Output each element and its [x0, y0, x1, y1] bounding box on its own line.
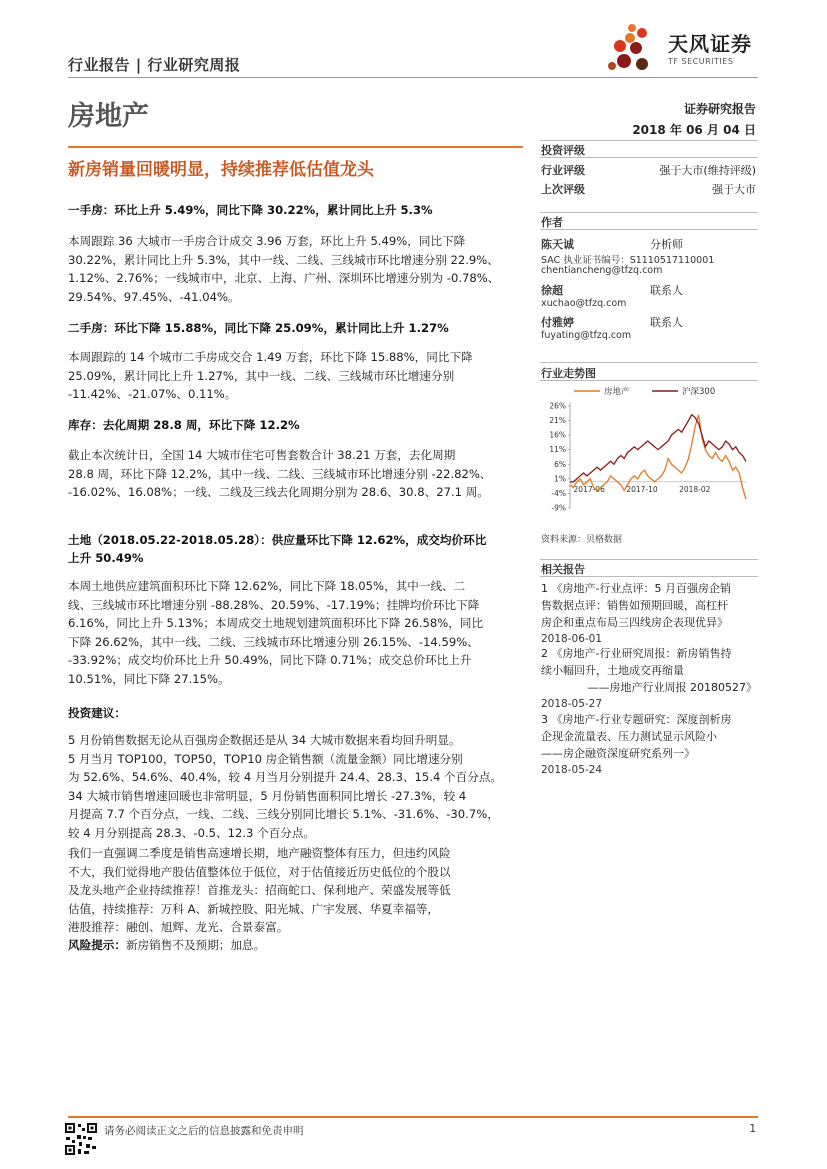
related-report-2[interactable]	[541, 645, 757, 713]
y-tick-label: 21%	[549, 416, 566, 426]
text-line: -16.02%、16.08%；一线、二线及三线去化周期分别为 28.6、30.8、27.1 周。	[68, 485, 489, 499]
sidebar-divider	[540, 362, 758, 363]
related-line: ——房企融资深度研究系列一》	[541, 747, 695, 760]
heading-line: 土地（2018.05.22-2018.05.28）：供应量环比下降 12.62%，成交均价环比	[68, 533, 487, 547]
x-tick-label: 2017-10	[626, 484, 658, 494]
related-date: 2018-06-01	[541, 633, 603, 645]
text-line: 本周土地供应建筑面积环比下降 12.62%，同比下降 18.05%，其中一线、二	[68, 579, 466, 593]
y-tick-label: 11%	[549, 445, 566, 455]
text-line: 及龙头地产企业持续推荐！首推龙头：招商蛇口、保利地产、荣盛发展等低	[68, 883, 451, 897]
text-line: -11.42%、-21.07%、0.11%。	[68, 387, 237, 401]
author-email[interactable]: chentiancheng@tfzq.com	[541, 265, 663, 276]
y-tick-label: 26%	[549, 401, 566, 411]
section-resale-heading: 二手房：环比下降 15.88%，同比下降 25.09%，累计同比上升 1.27%	[68, 321, 449, 335]
footer-disclaimer: 请务必阅读正文之后的信息披露和免责申明	[104, 1125, 304, 1137]
text-line: 10.51%，同比下降 27.15%。	[68, 671, 230, 686]
report-title: 新房销量回暖明显，持续推荐低估值龙头	[68, 160, 374, 180]
section-resale-body	[68, 348, 523, 404]
text-line: 25.09%，累计同比上升 1.27%，其中一线、二线、三线城市环比增速分别	[68, 368, 455, 383]
text-line: 5 月份销售数据无论从百强房企数据还是从 34 大城市数据来看均回升明显。	[68, 733, 461, 747]
related-line: ——房地产行业周报 20180527》	[587, 681, 757, 694]
report-date: 2018 年 06 月 04 日	[632, 123, 756, 137]
text-line: 截止本次统计日，全国 14 大城市住宅可售套数合计 38.21 万套，去化周期	[68, 448, 456, 462]
report-category: 行业报告 | 行业研究周报	[68, 56, 241, 74]
y-tick-label: 16%	[549, 430, 566, 440]
risk-warning	[68, 936, 265, 955]
related-line: 1 《房地产-行业点评：5 月百强房企销	[541, 582, 731, 595]
sidebar-divider	[540, 140, 758, 141]
text-line: 6.16%，同比上升 5.13%；本周成交土地规划建筑面积环比下降 26.58%，同比	[68, 616, 484, 630]
title-divider	[68, 146, 523, 148]
author-role: 联系人	[650, 316, 683, 329]
sector-title: 房地产	[68, 101, 149, 132]
text-line: 为 52.6%、54.6%、40.4%，较 4 月当月分别提升 24.4、28.3、15.4 个百分点。	[68, 770, 503, 784]
brand-name-cn: 天风证券	[668, 32, 752, 56]
section-new-home-body	[68, 232, 523, 306]
section-advice-heading: 投资建议：	[68, 706, 126, 720]
x-tick-label: 2018-02	[679, 484, 711, 494]
brand-name-en: TF SECURITIES	[668, 57, 734, 66]
author-role: 联系人	[650, 284, 683, 297]
trend-heading: 行业走势图	[541, 367, 596, 380]
prev-rating-label: 上次评级	[541, 183, 585, 196]
legend-label: 房地产	[604, 387, 630, 397]
y-tick-label: -4%	[551, 488, 566, 498]
heading-line: 上升 50.49%	[68, 551, 144, 565]
y-tick-label: 6%	[554, 459, 566, 469]
trend-chart	[540, 384, 758, 514]
related-heading: 相关报告	[541, 563, 585, 576]
header-divider	[68, 77, 758, 78]
related-date: 2018-05-24	[541, 764, 603, 776]
author-name: 付雅婷	[541, 316, 574, 329]
related-line: 售数据点评：销售如预期回暖，高杠杆	[541, 599, 728, 612]
text-line: 28.8 周，环比下降 12.2%，其中一线、二线、三线城市环比增速分别 -22.82%、	[68, 466, 492, 481]
text-line: 较 4 月分别提高 28.3、-0.5、12.3 个百分点。	[68, 825, 316, 840]
author-role: 分析师	[650, 238, 683, 251]
text-line: 29.54%、97.45%、-41.04%。	[68, 289, 240, 304]
text-line: 港股推荐：融创、旭辉、龙光、合景泰富。	[68, 920, 289, 934]
sidebar-divider	[540, 157, 758, 158]
sidebar-divider	[540, 559, 758, 560]
section-new-home-heading: 一手房：环比上升 5.49%，同比下降 30.22%，累计同比上升 5.3%	[68, 203, 433, 217]
text-line: 我们一直强调二季度是销售高速增长期，地产融资整体有压力，但违约风险	[68, 846, 451, 860]
text-line: 月提高 7.7 个百分点，一线、二线、三线分别同比增长 5.1%、-31.6%、-30.7%，	[68, 807, 499, 821]
author-name: 徐超	[541, 284, 563, 297]
sidebar-divider	[540, 380, 758, 381]
author-email[interactable]: fuyating@tfzq.com	[541, 330, 632, 341]
section-inventory-body	[68, 446, 523, 502]
section-advice-body	[68, 731, 523, 842]
related-report-3[interactable]	[541, 711, 757, 779]
text-line: 本周跟踪的 14 个城市二手房成交合 1.49 万套，环比下降 15.88%，同比下降	[68, 350, 473, 364]
related-line: 企现金流量表、压力测试显示风险小	[541, 730, 717, 743]
sidebar-divider	[540, 212, 758, 213]
x-tick-label: 2017-06	[573, 484, 605, 494]
footer-divider	[68, 1116, 758, 1118]
qr-code-icon[interactable]	[64, 1122, 98, 1156]
page-number: 1	[749, 1123, 756, 1135]
authors-heading: 作者	[541, 216, 563, 229]
related-line: 2 《房地产-行业研究周报：新房销售持	[541, 647, 732, 660]
text-line: 下降 26.62%，其中一线、二线、三线城市环比增速分别 26.15%、-14.59%、	[68, 634, 479, 649]
related-line: 房企和重点布局三四线房企表现优异》	[541, 616, 728, 629]
section-land-heading	[68, 531, 486, 567]
section-land-body	[68, 577, 523, 688]
related-date: 2018-05-27	[541, 698, 603, 710]
related-report-1[interactable]	[541, 580, 757, 648]
text-line: 1.12%、2.76%；一线城市中，北京、上海、广州、深圳环比增速分别为 -0.78%、	[68, 271, 500, 285]
author-email[interactable]: xuchao@tfzq.com	[541, 298, 627, 309]
legend-label: 沪深300	[682, 387, 716, 397]
rating-heading: 投资评级	[541, 144, 585, 157]
industry-rating-label: 行业评级	[541, 164, 585, 177]
report-type: 证券研究报告	[683, 102, 756, 116]
risk-text: 新房销售不及预期；加息。	[125, 938, 266, 952]
text-line: -33.92%；成交均价环比上升 50.49%，同比下降 0.71%；成交总价环比上升	[68, 653, 472, 667]
related-line: 续小幅回升，土地成交再缩量	[541, 664, 684, 677]
risk-label: 风险提示：	[68, 938, 126, 952]
series-line	[570, 415, 746, 482]
section-inventory-heading: 库存：去化周期 28.8 周，环比下降 12.2%	[68, 418, 300, 432]
chart-source: 资料来源：贝格数据	[541, 535, 623, 545]
text-line: 线、三线城市环比增速分别 -88.28%、20.59%、-17.19%；挂牌均价环比下降	[68, 597, 480, 612]
section-outlook-body	[68, 844, 523, 937]
text-line: 不大，我们觉得地产股估值整体位于低位，对于估值接近历史低位的个股以	[68, 864, 451, 879]
y-tick-label: -9%	[551, 503, 566, 513]
sidebar-divider	[540, 576, 758, 577]
text-line: 30.22%，累计同比上升 5.3%，其中一线、二线、三线城市环比增速分别 22.9%、	[68, 252, 499, 267]
prev-rating-value: 强于大市	[712, 183, 756, 196]
text-line: 估值，持续推荐：万科 A、新城控股、阳光城、广宇发展、华夏幸福等，	[68, 901, 440, 916]
industry-rating-value: 强于大市(维持评级)	[659, 164, 756, 177]
author-cert: SAC 执业证书编号：S1110517110001	[541, 255, 715, 266]
text-line: 本周跟踪 36 大城市一手房合计成交 3.96 万套，环比上升 5.49%，同比下降	[68, 234, 466, 248]
sidebar-divider	[540, 229, 758, 230]
author-name: 陈天诚	[541, 238, 574, 251]
text-line: 5 月当月 TOP100，TOP50，TOP10 房企销售额（流量金额）同比增速分别	[68, 751, 463, 766]
related-line: 3 《房地产-行业专题研究：深度剖析房	[541, 713, 732, 726]
text-line: 34 大城市销售增速回暖也非常明显，5 月份销售面积同比增长 -27.3%，较 4	[68, 788, 467, 803]
y-tick-label: 1%	[554, 474, 566, 484]
